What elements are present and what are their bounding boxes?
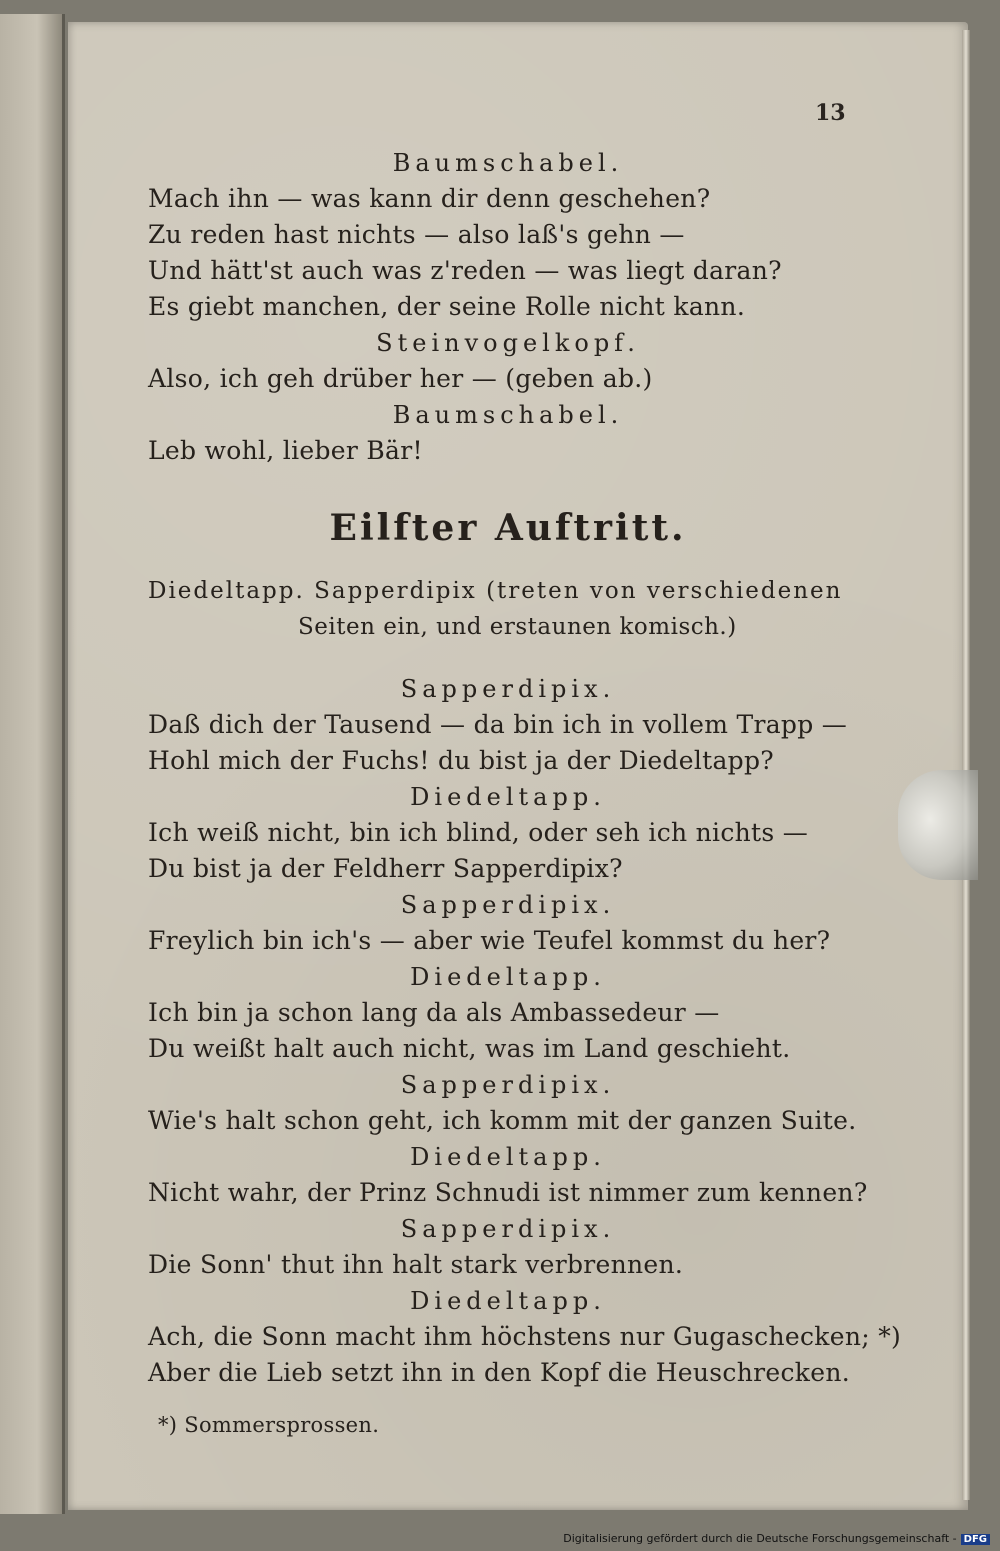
verse-line: Ich weiß nicht, bin ich blind, oder seh ich nichts — (148, 818, 809, 847)
speaker-baumschabel: Baumschabel. (392, 401, 624, 429)
verse-line: Mach ihn — was kann dir denn geschehen? (148, 184, 711, 213)
scene-heading: Eilfter Auftritt. (329, 507, 687, 549)
stage-direction: Seiten ein, und erstaunen komisch.) (298, 614, 737, 640)
verse-line: Leb wohl, lieber Bär! (148, 436, 423, 465)
speaker-sapperdipix: Sapperdipix. (400, 675, 616, 703)
footnote: *) Sommersprossen. (158, 1413, 380, 1437)
page-holder-clip (898, 770, 978, 880)
speaker-diedeltapp: Diedeltapp. (410, 783, 606, 811)
speaker-sapperdipix: Sapperdipix. (400, 1215, 616, 1243)
speaker-diedeltapp: Diedeltapp. (410, 1287, 606, 1315)
dfg-logo: DFG (961, 1534, 990, 1545)
verse-line: Nicht wahr, der Prinz Schnudi ist nimmer zum kennen? (148, 1178, 868, 1207)
page-text (148, 145, 902, 1443)
page-stack-edge (962, 30, 970, 1500)
page-number: 13 (815, 100, 846, 126)
credit-text: Digitalisierung gefördert durch die Deutsche Forschungsgemeinschaft - (563, 1532, 957, 1545)
verse-line: Freylich bin ich's — aber wie Teufel kommst du her? (148, 926, 831, 955)
verse-line: Aber die Lieb setzt ihn in den Kopf die Heuschrecken. (148, 1358, 850, 1387)
verse-line: Und hätt'st auch was z'reden — was liegt daran? (148, 256, 782, 285)
verse-line: Die Sonn' thut ihn halt stark verbrennen. (148, 1250, 684, 1279)
speaker-sapperdipix: Sapperdipix. (400, 1071, 616, 1099)
verse-line: Wie's halt schon geht, ich komm mit der ganzen Suite. (148, 1106, 857, 1135)
verse-line: Ich bin ja schon lang da als Ambassedeur — (148, 998, 720, 1027)
digitization-credit (0, 1532, 990, 1545)
verse-line: Also, ich geh drüber her — (geben ab.) (148, 364, 653, 393)
speaker-diedeltapp: Diedeltapp. (410, 1143, 606, 1171)
verse-line: Hohl mich der Fuchs! du bist ja der Diedeltapp? (148, 746, 774, 775)
speaker-steinvogelkopf: Steinvogelkopf. (376, 329, 640, 357)
facing-page-edge (0, 14, 65, 1514)
verse-line: Du weißt halt auch nicht, was im Land geschieht. (148, 1034, 791, 1063)
verse-line: Ach, die Sonn macht ihm höchstens nur Gugaschecken; *) (148, 1322, 902, 1351)
verse-line: Es giebt manchen, der seine Rolle nicht kann. (148, 292, 746, 321)
stage-direction: Diedeltapp. Sapperdipix (treten von verschiedenen (148, 578, 843, 604)
verse-line: Daß dich der Tausend — da bin ich in vollem Trapp — (148, 710, 848, 739)
speaker-baumschabel: Baumschabel. (392, 149, 624, 177)
verse-line: Zu reden hast nichts — also laß's gehn — (148, 220, 685, 249)
verse-line: Du bist ja der Feldherr Sapperdipix? (148, 854, 623, 883)
speaker-diedeltapp: Diedeltapp. (410, 963, 606, 991)
speaker-sapperdipix: Sapperdipix. (400, 891, 616, 919)
